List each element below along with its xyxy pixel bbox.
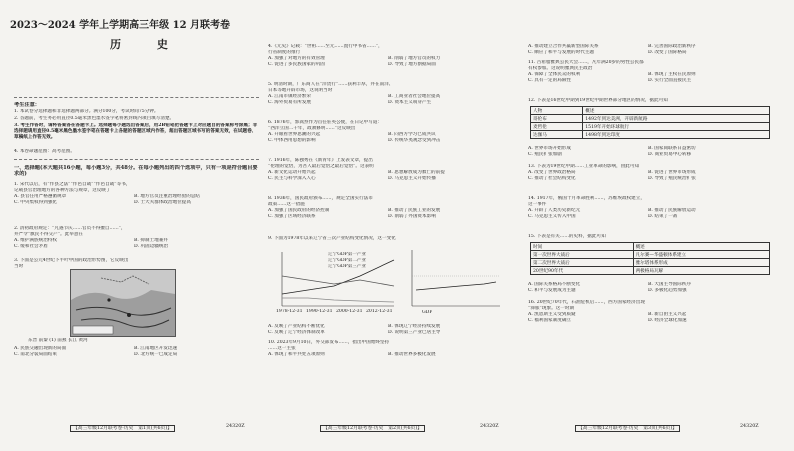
- q1-line: 记载县官治理地方的各种方法与规章，这反映了: [14, 188, 111, 194]
- q7-line: 7. 1916年，陈独秀在《新青年》上发表文章，提出: [268, 158, 373, 163]
- page-1: [14, 36, 267, 428]
- page-3-code: 24320Z: [740, 424, 759, 429]
- notice-3: 3. 考生作答时，请将答案答在答题卡上。选择题每小题选出答案后，用2B铅笔把答题卡上对应题目的答案标号涂黑；非选择题请用直径0.5毫米黑色墨水签字笔在答题卡上各题的答题区域内作答，超出答题区域书写的答案无效，在试题卷、草稿纸上作答无效。: [14, 123, 258, 141]
- q7-line: “伦理的觉悟，为吾人最后觉悟之最后觉悟”。这表明: [268, 164, 374, 170]
- q1-option-b: B. 地方官员注重治理经验的总结: [134, 194, 201, 200]
- q13-option-a: A. 改变了世界政治格局: [528, 170, 576, 176]
- q5-option-c: C. 海外贸易有所发展: [268, 100, 312, 106]
- q6-option-d: D. 传统华夷观念受到冲击: [388, 138, 441, 144]
- table-cell: 雅尔塔体系形成: [633, 259, 769, 267]
- divider: [14, 159, 259, 160]
- q14-line: 14. 1917年，俄国十月革命胜利……，苏维埃政权建立，: [528, 196, 645, 201]
- q3-option-a: A. 民族交融出现新的局面: [14, 346, 67, 351]
- q4-option-d: D. 导致了地方割据局面: [388, 62, 436, 68]
- q12-line: 12. 下表是16世纪中期到19世纪中期世界部分地区的情况，据此可知: [528, 98, 668, 103]
- x-tick-label: 1990-12-31: [306, 309, 333, 314]
- legend-series-1: 辽宁GDP第一产业: [328, 252, 367, 257]
- page-2-footer: [320, 424, 425, 431]
- table-cell: 概述: [633, 243, 769, 251]
- q12-option-c: C. 殖民扩张加剧: [528, 152, 562, 158]
- table-cell: 第二次世界大战后: [531, 259, 634, 267]
- q8-option-d: D. 削弱了外国资本影响: [388, 214, 436, 220]
- footer-label: 【高三年级12月联考卷·历史 第3页(共6页)】: [575, 425, 680, 432]
- table-cell: 1519年开始环球航行: [583, 123, 770, 131]
- q3-option-b: B. 江南地区开发迅速: [134, 346, 178, 351]
- page-1-footer: [70, 424, 175, 431]
- q5-option-b: B. 工商业者社会地位提高: [388, 94, 441, 100]
- q16-option-d: D. 经济全球化加速: [648, 318, 687, 324]
- q5-line: 日本等地开辟市场，这说明当时: [268, 88, 333, 94]
- q9-line: 9. 下面为1978年以来辽宁省三次产业结构变化情况，这一变化: [268, 236, 396, 241]
- q14-option-a: A. 开辟了人类历史新纪元: [528, 208, 581, 214]
- x-tick-label: 2012-12-31: [366, 309, 393, 314]
- q7-option-a: A. 新文化运动开始兴起: [268, 170, 316, 176]
- q8-line: 政策……这一措施: [268, 202, 305, 208]
- table-row: [531, 251, 770, 259]
- q11-option-b: B. 体现了主权在民原则: [648, 72, 696, 78]
- gdp-legend: GDP: [422, 310, 433, 315]
- table-cell: 20世纪90年代: [531, 267, 634, 275]
- q11-option-d: D. 实行全面直接民主: [648, 78, 692, 84]
- q16-option-a: A. 凯恩斯主义受到质疑: [528, 312, 576, 318]
- table-cell: 达伽马: [531, 131, 583, 139]
- table-q15: [530, 242, 770, 275]
- footer-label: 【高三年级12月联考卷·历史 第2页(共6页)】: [320, 425, 425, 432]
- map-legend: 东晋 前秦 (1) 前燕 长江 黄河: [28, 338, 88, 343]
- q10-option-a: A. 体现了和平共处五项原则: [268, 352, 325, 358]
- q14-option-d: D. 结束了一战: [648, 214, 678, 220]
- table-cell: 概述: [583, 107, 770, 115]
- q8-option-c: C. 加强了区域经济联系: [268, 214, 316, 220]
- industry-structure-chart: [268, 246, 398, 318]
- table-row: [531, 115, 770, 123]
- q11-line: 11. 古希腊雅典公民大会……，凡年满20岁的男性公民都: [528, 60, 644, 65]
- page-2: [268, 36, 521, 428]
- q9-option-b: B. 体现辽宁经济持续发展: [388, 324, 441, 329]
- q7-option-b: B. 思想解放成为救亡的前提: [388, 170, 445, 176]
- q13-option-c: C. 推动了社会结构变化: [528, 176, 576, 182]
- map-graphic: [71, 270, 175, 336]
- q13-option-d: D. 导致了殖民统治扩张: [648, 176, 696, 182]
- q1-line: 1. 宋代以后，有“作县之法”“作邑自箴”“作邑自箴”等书，: [14, 182, 131, 187]
- table-cell: 第一次世界大战后: [531, 251, 634, 259]
- page-1-code: 24320Z: [226, 424, 245, 429]
- q16-option-c: C. 福利国家制度确立: [528, 318, 572, 324]
- exam-title: 2023～2024 学年上学期高三年级 12 月联考卷: [10, 20, 231, 31]
- q9-option-a: A. 反映了产业结构不断优化: [268, 324, 325, 329]
- q12-option-a: A. 世界市场开始形成: [528, 146, 571, 151]
- q4-option-b: B. 削弱了地方官员的权力: [388, 56, 441, 62]
- q3-option-d: D. 北方统一已成定局: [134, 352, 178, 358]
- q8-option-a: A. 加强了国民政府的经济控制: [268, 208, 330, 214]
- q3-line: 当时: [14, 264, 24, 270]
- q16-line: 16. 20世纪70年代，石油危机后……，西方国家经济出现: [528, 300, 645, 305]
- q13-line: 13. 下表为19世纪中期……工业革命的影响，由此可知: [528, 164, 640, 169]
- notice-4: 4. 本卷命题范围：高考范围。: [14, 149, 75, 154]
- gdp-chart: [404, 246, 504, 318]
- q9-option-d: D. 说明第三产业已居主导: [388, 330, 441, 336]
- q10-option-c: C. 顺应了和平与发展的时代主题: [528, 50, 594, 56]
- q13-option-b: B. 促进了世界市场形成: [648, 170, 696, 176]
- legend-series-3: 辽宁GDP第三产业: [328, 264, 367, 269]
- table-row: [531, 131, 770, 139]
- notice-heading: 考生注意：: [14, 102, 40, 108]
- q8-line: 8. 1936年，国民政府颁布……，规定全国实行法币: [268, 196, 373, 201]
- q4-line: 行省制度的推行: [268, 50, 301, 56]
- q14-option-b: B. 推动了民族解放运动: [648, 208, 696, 214]
- q10-line: 10. 2023年9月10日，外交部发布……，指出中国始终坚持: [268, 340, 390, 345]
- q6-option-b: B. 向西方学习已成共识: [388, 132, 436, 138]
- q7-option-c: C. 民主与科学深入人心: [268, 176, 316, 182]
- q3-option-c: C. 南北分裂局面结束: [14, 352, 58, 358]
- q8-option-b: B. 推动了民族工业的发展: [388, 208, 441, 214]
- q4-option-c: C. 促进了多民族国家的巩固: [268, 62, 325, 68]
- q2-line: 2. 清初政府规定：“凡遇节庆……官员不得擅自……”，: [14, 226, 126, 231]
- q11-option-a: A. 保障了全体民众的权利: [528, 72, 581, 78]
- q1-option-c: C. 中央集权得到强化: [14, 200, 58, 206]
- q5-option-a: A. 江南市镇经济繁荣: [268, 94, 311, 100]
- table-row: [531, 107, 770, 115]
- table-cell: 人物: [531, 107, 583, 115]
- table-cell: 麦哲伦: [531, 123, 583, 131]
- table-row: [531, 123, 770, 131]
- legend-series-2: 辽宁GDP第二产业: [328, 258, 367, 263]
- q2-option-a: A. 维护满族统治特权: [14, 238, 57, 244]
- q14-line: 这一事件: [528, 202, 547, 208]
- q11-line: 有权参加。这说明雅典民主政治: [528, 66, 593, 72]
- q10-option-b2: B. 完善国际政治新秩序: [648, 44, 696, 49]
- table-cell: 1492年到达美洲，开辟新航路: [583, 115, 770, 123]
- page-2-code: 24320Z: [480, 424, 499, 429]
- table-cell: 时间: [531, 243, 634, 251]
- q2-option-c: C. 缓和社会矛盾: [14, 244, 48, 250]
- q15-line: 15. 下表是有关……的史料，据此可知: [528, 234, 606, 239]
- x-tick-label: 2000-12-31: [336, 309, 363, 314]
- q15-option-c: C. 和平与发展成为主题: [528, 288, 576, 294]
- table-row: [531, 243, 770, 251]
- table-row: [531, 267, 770, 275]
- table-cell: 凡尔赛—华盛顿体系建立: [633, 251, 769, 259]
- q2-option-d: D. 巩固边疆统治: [134, 244, 169, 250]
- section-heading: 一、选择题(本大题共16小题，每小题3分，共48分。在每小题列出的四个选项中，只有一项是符合题目要求的): [14, 165, 258, 178]
- q4-option-a: A. 加强了对地方的有效管理: [268, 56, 325, 62]
- exam-subject: 历 史: [110, 38, 184, 51]
- table-cell: 哥伦布: [531, 115, 583, 123]
- q5-option-d: D. 资本主义萌芽产生: [388, 100, 432, 106]
- q2-line: 并严令“旗民不得交产”。此举意在: [14, 232, 84, 238]
- q10-line: ……这一主张: [268, 346, 296, 352]
- q6-line: 6. 1876年，郭嵩焘作为首任驻英公使，在日记中写道：: [268, 120, 383, 125]
- q1-option-a: A. 县官任用严格遵循规章: [14, 194, 67, 200]
- q10-option-a2: A. 推动建立合作共赢新型国际关系: [528, 44, 599, 49]
- q16-line: “滞胀”现象。这一时期: [528, 306, 575, 312]
- q15-option-d: D. 多极化趋势加强: [648, 288, 687, 294]
- q15-option-b: B. 大国主导国际秩序: [648, 282, 692, 287]
- q12-option-d: D. 商业贸易中心转移: [648, 152, 692, 158]
- notice-2: 2. 答题前，考生务必用直径0.5毫米黑色墨水签字笔将密封线内项目填写清楚。: [14, 116, 175, 121]
- q4-line: 4.《元史》记载：“世祖……至元……置行中书省……”，: [268, 44, 383, 49]
- x-tick-label: 1978-12-31: [276, 309, 303, 314]
- historical-map: [70, 269, 176, 337]
- table-row: [531, 259, 770, 267]
- q3-line: 3. 下面是公元4世纪下半叶中国的政治形势图，它反映出: [14, 258, 129, 263]
- notice-1: 1. 本试卷分选择题和非选择题两部分。满分100分，考试时间75分钟。: [14, 109, 159, 114]
- q2-option-b: B. 抑制土地兼并: [134, 238, 168, 244]
- q1-option-d: D. 士大夫群体政治地位提高: [134, 200, 191, 206]
- divider: [14, 97, 259, 98]
- q9-option-c: C. 反映了辽宁经济体制改革: [268, 330, 325, 336]
- q10-option-b: B. 推动世界多极化发展: [388, 352, 436, 358]
- q5-line: 5. 明清时期，广东商人在“洋货行”……获利丰厚，并在南洋、: [268, 82, 394, 87]
- q7-option-d: D. 马克思主义开始传播: [388, 176, 436, 182]
- gdp-chart-svg: [404, 246, 504, 318]
- q12-option-b: B. 国家间联系日益密切: [648, 146, 696, 151]
- table-q12: [530, 106, 770, 139]
- q6-option-a: A. 开眼看世界思潮的兴起: [268, 132, 321, 138]
- q15-option-a: A. 国际关系格局不断变化: [528, 282, 581, 287]
- q6-line: “西洋立国二千年，政教修明……”这反映出: [268, 126, 356, 132]
- q14-option-c: C. 马克思主义传入中国: [528, 214, 576, 220]
- table-cell: 两极格局瓦解: [633, 267, 769, 275]
- page-3-footer: [575, 424, 680, 431]
- q6-option-c: C. 中体西用思想的影响: [268, 138, 316, 144]
- footer-label: 【高三年级12月联考卷·历史 第1页(共6页)】: [70, 425, 175, 432]
- table-cell: 1498年到达印度: [583, 131, 770, 139]
- q11-option-c: C. 具有一定的局限性: [528, 78, 572, 84]
- q16-option-b: B. 新自由主义兴起: [648, 312, 687, 318]
- q10-option-d: D. 改变了国际格局: [648, 50, 687, 56]
- page-3: [528, 36, 781, 428]
